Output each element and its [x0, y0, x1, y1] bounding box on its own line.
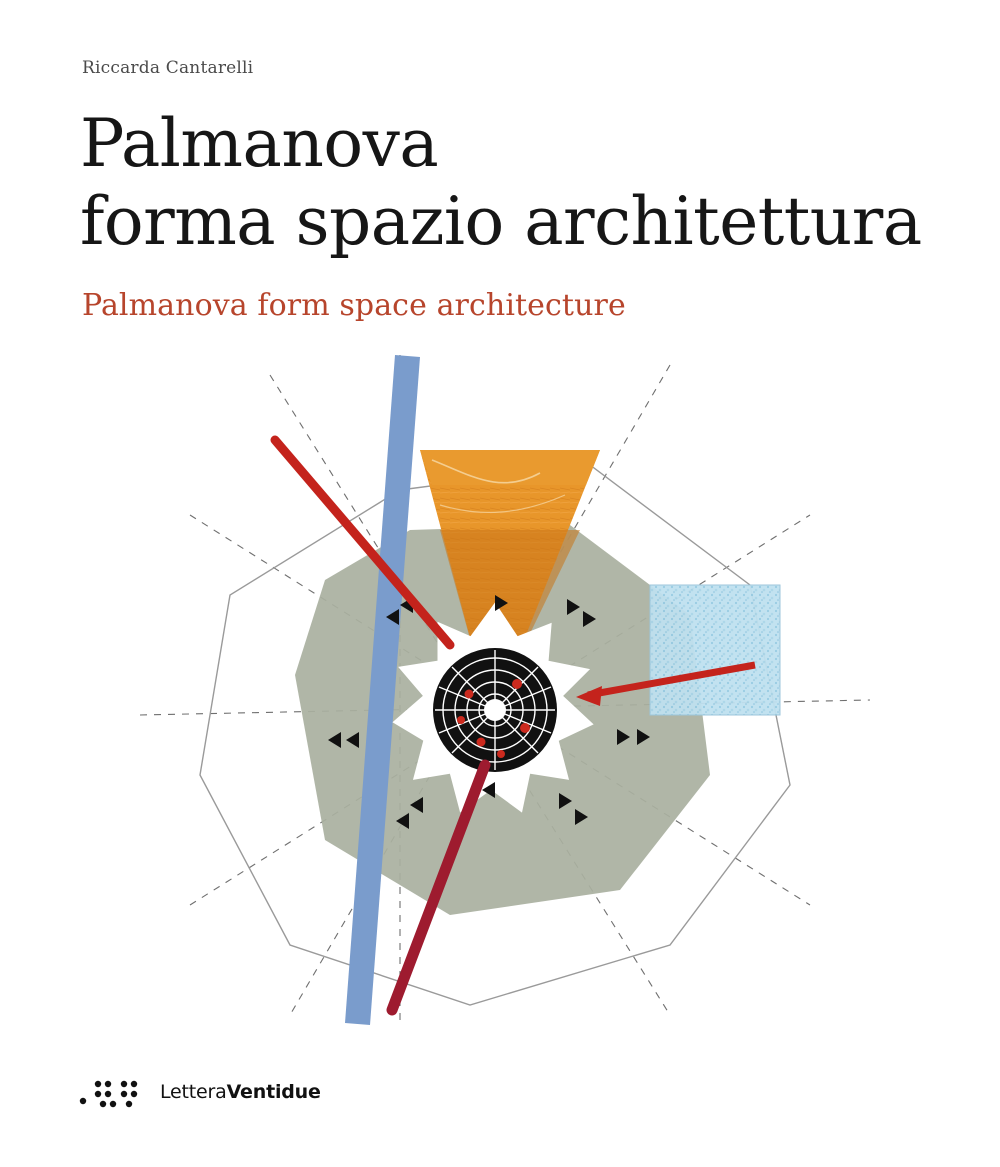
page-title: [80, 105, 940, 261]
author-name: Riccarda Cantarelli: [82, 58, 254, 78]
blue-texture-square: [650, 585, 780, 715]
publisher-name: [160, 1081, 321, 1103]
subtitle: Palmanova form space architecture: [82, 288, 626, 323]
cover-artwork: [110, 345, 900, 1035]
publisher-logo: [78, 1075, 321, 1109]
title-line-1: Palmanova: [80, 105, 439, 182]
publisher-name-light: Lettera: [160, 1081, 227, 1103]
title-line-2: forma spazio architettura: [80, 183, 922, 260]
dots-logo-icon: [78, 1075, 150, 1109]
publisher-name-bold: Ventidue: [226, 1081, 321, 1103]
